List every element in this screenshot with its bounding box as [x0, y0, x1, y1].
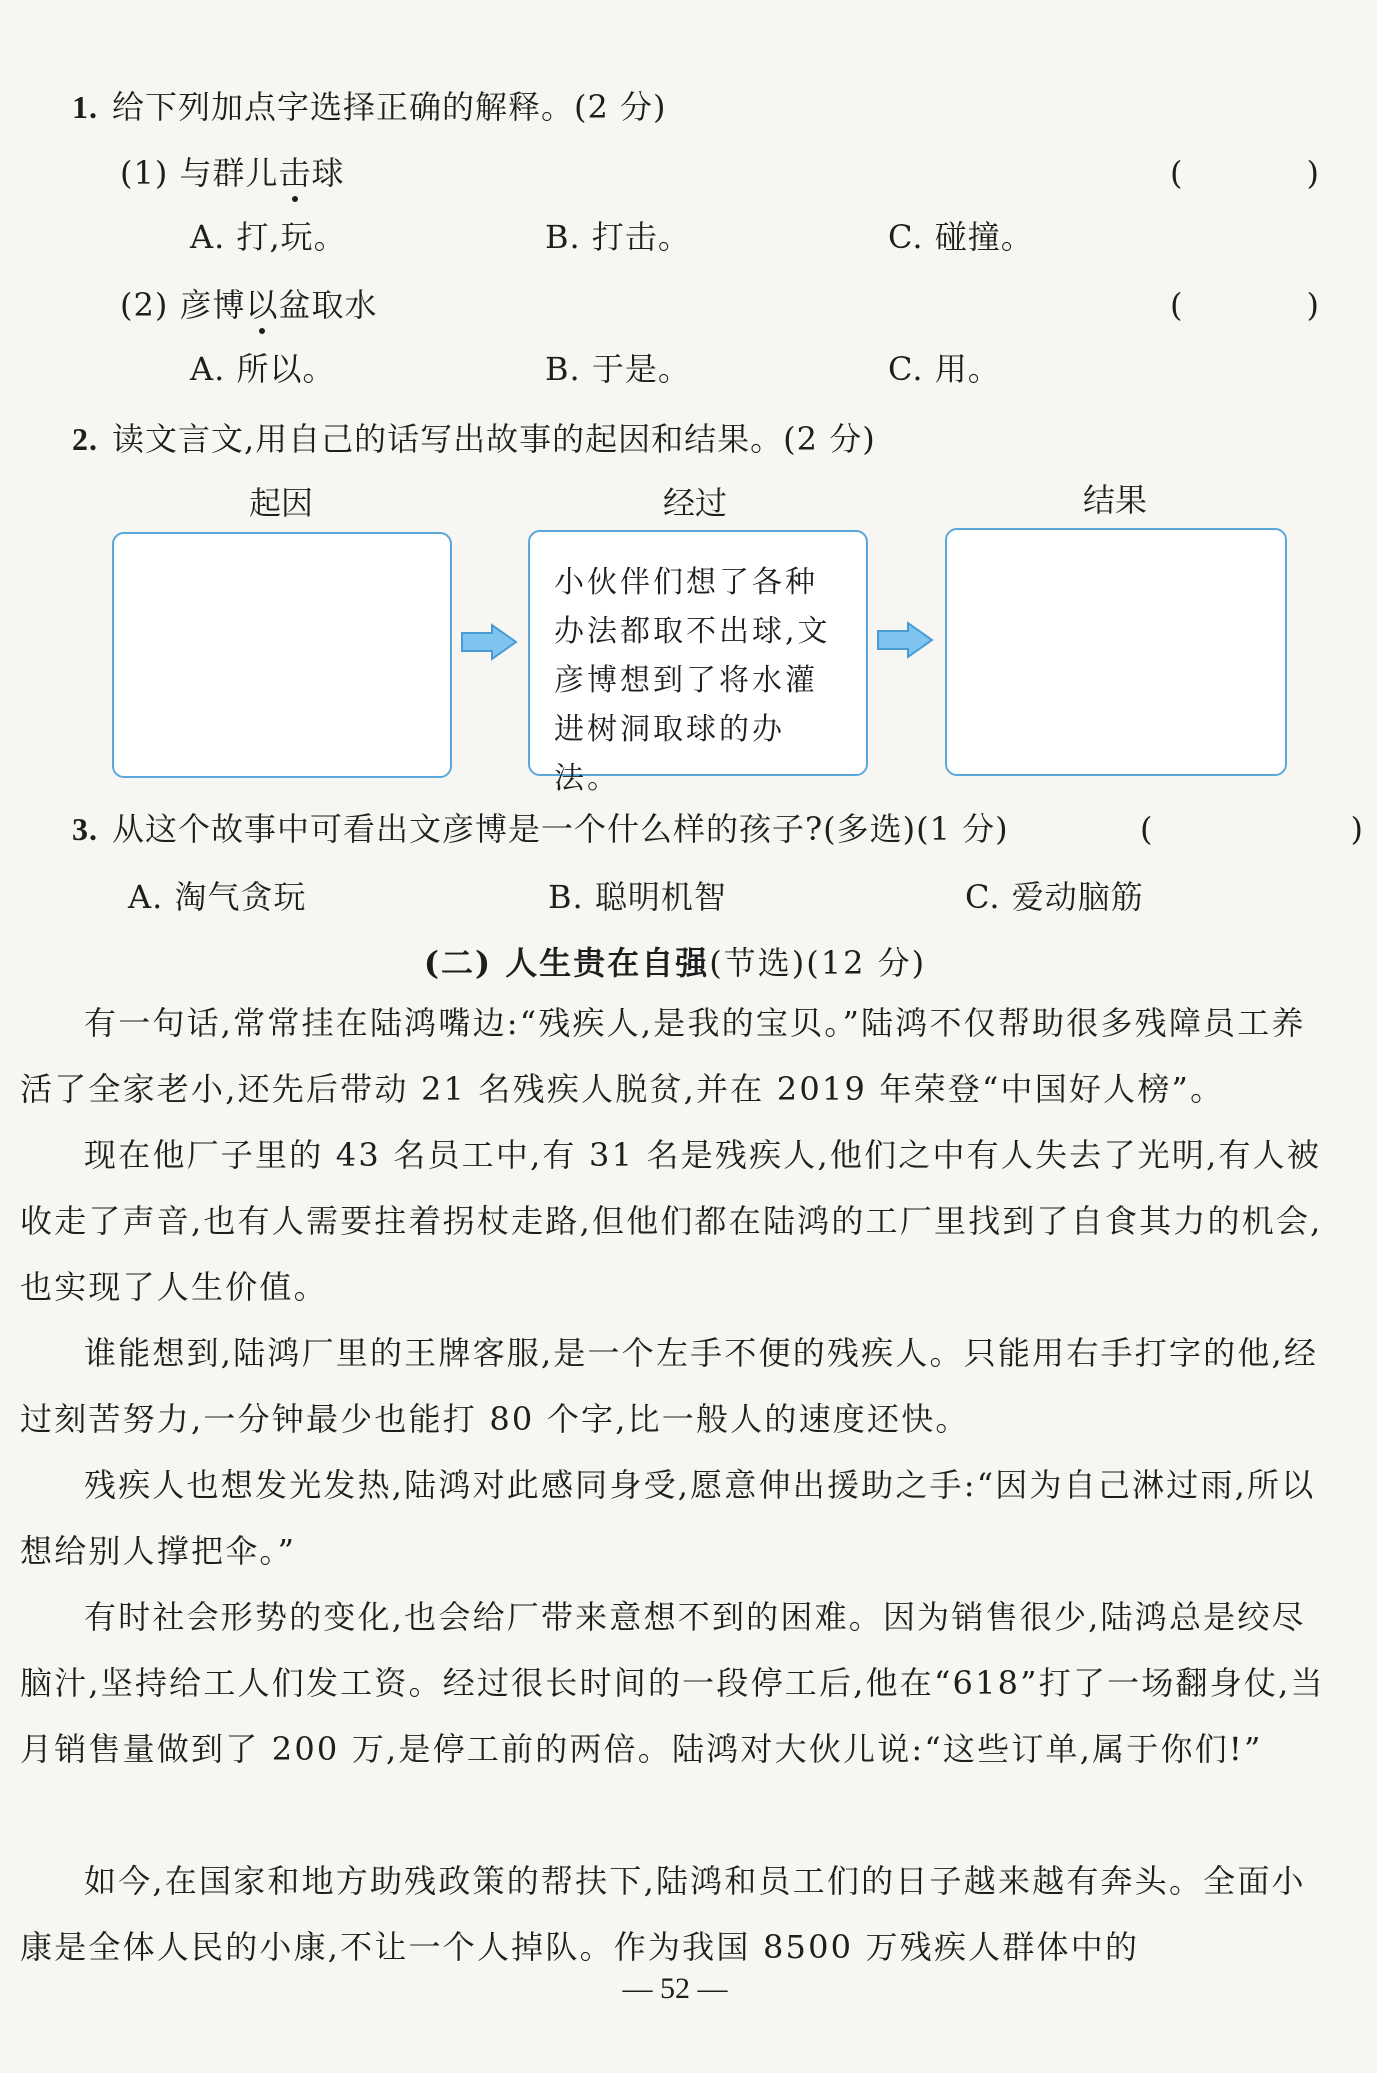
paragraph-5: 有时社会形势的变化,也会给厂带来意想不到的困难。因为销售很少,陆鸿总是绞尽脑汁,坚持给工人们发工资。经过很长时间的一段停工后,他在“618”打了一场翻身仗,当月销售量做到了 200 万,是停工前的两倍。陆鸿对大伙儿说:“这些订单,属于你们!”	[20, 1598, 1325, 1768]
section-suffix: (节选)(12 分)	[709, 944, 927, 982]
question-3	[72, 804, 1009, 850]
cause-answer-box[interactable]	[112, 532, 452, 778]
option-b[interactable]: B. 聪明机智	[548, 878, 727, 916]
sub-question-label: (2)	[120, 286, 169, 324]
paragraph-3: 谁能想到,陆鸿厂里的王牌客服,是一个左手不便的残疾人。只能用右手打字的他,经过刻苦努力,一分钟最少也能打 80 个字,比一般人的速度还快。	[20, 1334, 1319, 1438]
question-2	[72, 414, 876, 460]
sub-question-2	[120, 280, 378, 326]
question-text: 从这个故事中可看出文彦博是一个什么样的孩子?(多选)(1 分)	[112, 810, 1009, 848]
option-c[interactable]: C. 爱动脑筋	[965, 878, 1144, 916]
answer-paren-3[interactable]: ( )	[1140, 810, 1377, 848]
sub-question-post: 盆取水	[278, 286, 378, 324]
option-c[interactable]: C. 碰撞。	[888, 218, 1034, 256]
sub-question-label: (1)	[120, 154, 169, 192]
paragraph-6: 如今,在国家和地方助残政策的帮扶下,陆鸿和员工们的日子越来越有奔头。全面小康是全体人民的小康,不让一个人掉队。作为我国 8500 万残疾人群体中的	[20, 1862, 1306, 1966]
section-title-text: 人生贵在自强	[505, 944, 710, 982]
arrow-right-icon	[876, 622, 936, 658]
question-1	[72, 82, 667, 128]
question-text: 给下列加点字选择正确的解释。(2 分)	[112, 88, 667, 126]
question-text: 读文言文,用自己的话写出故事的起因和结果。(2 分)	[112, 420, 876, 458]
dotted-character: 以	[246, 280, 279, 326]
answer-paren-1[interactable]: ( )	[1170, 154, 1339, 192]
label-cause: 起因	[248, 484, 313, 522]
option-b[interactable]: B. 于是。	[545, 350, 691, 388]
option-b[interactable]: B. 打击。	[545, 218, 691, 256]
section-title	[0, 938, 1350, 984]
sub-question-pre: 彦博	[179, 286, 246, 324]
page-number: — 52 —	[622, 1972, 728, 2005]
question-number: 2.	[72, 421, 98, 457]
label-result: 结果	[1082, 481, 1147, 519]
option-a[interactable]: A. 淘气贪玩	[128, 878, 307, 916]
sub-question-post: 球	[311, 154, 345, 192]
question-number: 3.	[72, 811, 98, 847]
paragraph-2: 现在他厂子里的 43 名员工中,有 31 名是残疾人,他们之中有人失去了光明,有人被收走了声音,也有人需要拄着拐杖走路,但他们都在陆鸿的工厂里找到了自食其力的机会,也实现了人生价值。	[20, 1136, 1323, 1306]
process-text: 小伙伴们想了各种办法都取不出球,文彦博想到了将水灌进树洞取球的办法。	[554, 565, 831, 796]
paragraph-1: 有一句话,常常挂在陆鸿嘴边:“残疾人,是我的宝贝。”陆鸿不仅帮助很多残障员工养活了全家老小,还先后带动 21 名残疾人脱贫,并在 2019 年荣登“中国好人榜”。	[20, 1004, 1306, 1108]
section-prefix: (二)	[423, 944, 493, 982]
question-number: 1.	[72, 89, 98, 125]
result-answer-box[interactable]	[945, 528, 1287, 776]
arrow-right-icon	[460, 624, 520, 660]
paragraph-4: 残疾人也想发光发热,陆鸿对此感同身受,愿意伸出援助之手:“因为自己淋过雨,所以想给别人撑把伞。”	[20, 1466, 1316, 1570]
option-a[interactable]: A. 打,玩。	[190, 218, 347, 256]
label-process: 经过	[662, 484, 727, 522]
sub-question-pre: 与群儿	[179, 154, 279, 192]
option-a[interactable]: A. 所以。	[190, 350, 336, 388]
option-c[interactable]: C. 用。	[888, 350, 1001, 388]
process-box	[528, 530, 868, 796]
answer-paren-2[interactable]: ( )	[1170, 286, 1339, 324]
sub-question-1	[120, 148, 345, 194]
dotted-character: 击	[279, 148, 312, 194]
